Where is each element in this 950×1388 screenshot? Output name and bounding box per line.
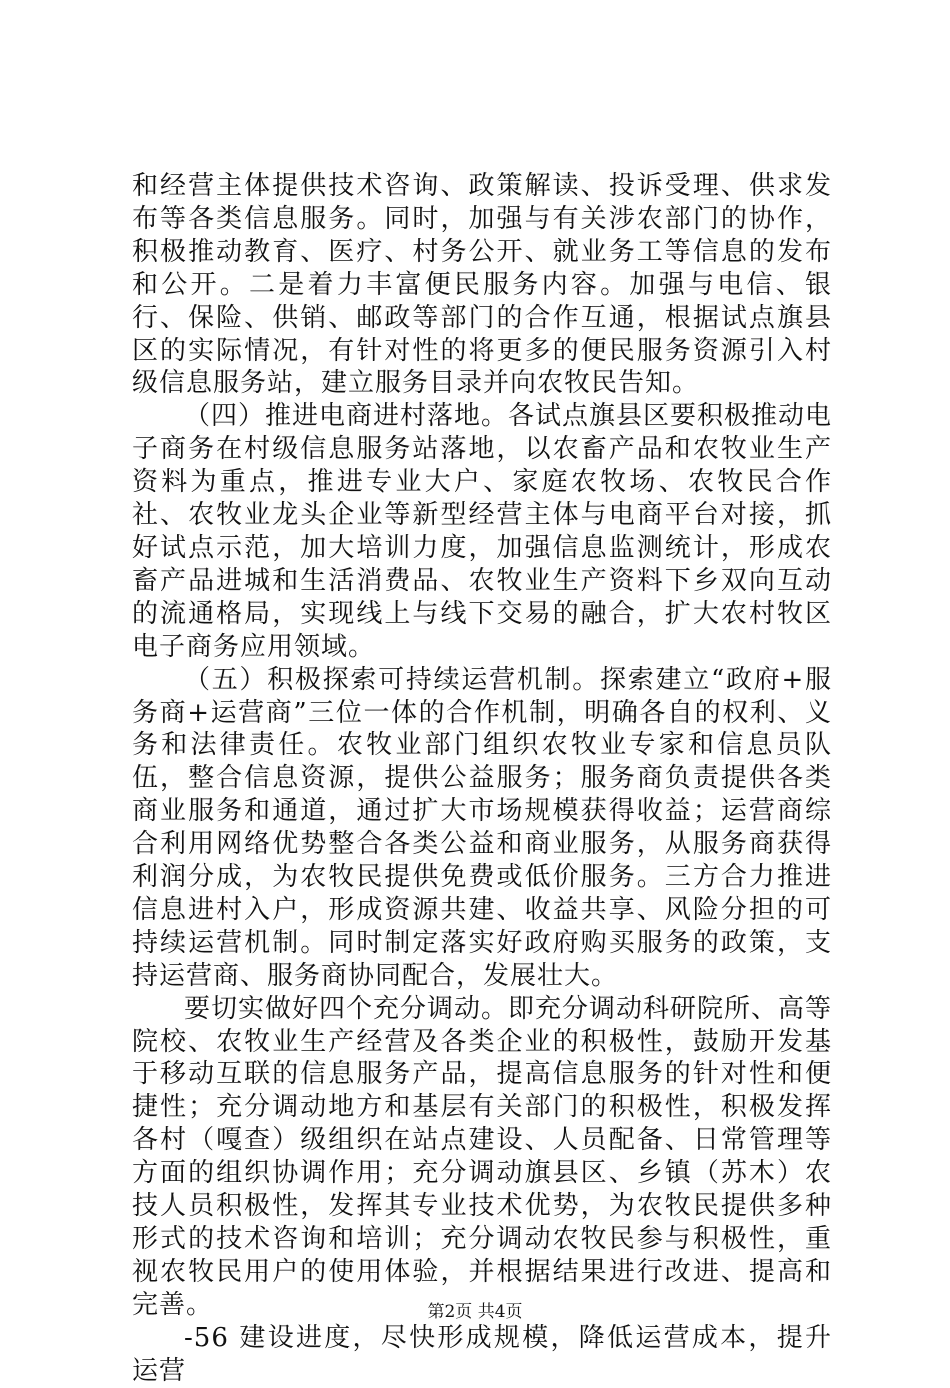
document-body xyxy=(132,170,832,1388)
paragraph-progress-fragment: -56 建设进度，尽快形成规模，降低运营成本，提升运营 xyxy=(132,1322,832,1386)
paragraph-four-mobilizations: 要切实做好四个充分调动。即充分调动科研院所、高等院校、农牧业生产经营及各类企业的积极性，鼓励开发基于移动互联的信息服务产品，提高信息服务的针对性和便捷性；充分调动地方和基层有关部门的积极性，积极发挥各村（嘎查）级组织在站点建设、人员配备、日常管理等方面的组织协调作用；充分调动旗县区、乡镇（苏木）农技人员积极性，发挥其专业技术优势，为农牧民提供多种形式的技术咨询和培训；充分调动农牧民参与积极性，重视农牧民用户的使用体验，并根据结果进行改进、提高和完善。 xyxy=(132,993,833,1320)
paragraph-operation-mechanism: （五）积极探索可持续运营机制。探索建立“政府+服务商+运营商”三位一体的合作机制，明确各自的权利、义务和法律责任。农牧业部门组织农牧业专家和信息员队伍，整合信息资源，提供公益服务；服务商负责提供各类商业服务和通道，通过扩大市场规模获得收益；运营商综合利用网络优势整合各类公益和商业服务，从服务商获得利润分成，为农牧民提供免费或低价服务。三方合力推进信息进村入户，形成资源共建、收益共享、风险分担的可持续运营机制。同时制定落实好政府购买服务的政策，支持运营商、服务商协同配合，发展壮大。 xyxy=(132,664,832,991)
page-footer: 第2页 共4页 xyxy=(427,1302,523,1322)
paragraph-info-services: 和经营主体提供技术咨询、政策解读、投诉受理、供求发布等各类信息服务。同时，加强与有关涉农部门的协作，积极推动教育、医疗、村务公开、就业务工等信息的发布和公开。二是着力丰富便民服务内容。加强与电信、银行、保险、供销、邮政等部门的合作互通，根据试点旗县区的实际情况，有针对性的将更多的便民服务资源引入村级信息服务站，建立服务目录并向农牧民告知。 xyxy=(132,171,832,399)
paragraph-ecommerce: （四）推进电商进村落地。各试点旗县区要积极推动电子商务在村级信息服务站落地，以农畜产品和农牧业生产资料为重点，推进专业大户、家庭农牧场、农牧民合作社、农牧业龙头企业等新型经营主体与电商平台对接，抓好试点示范，加大培训力度，加强信息监测统计，形成农畜产品进城和生活消费品、农牧业生产资料下乡双向互动的流通格局，实现线上与线下交易的融合，扩大农村牧区电子商务应用领域。 xyxy=(132,401,833,662)
